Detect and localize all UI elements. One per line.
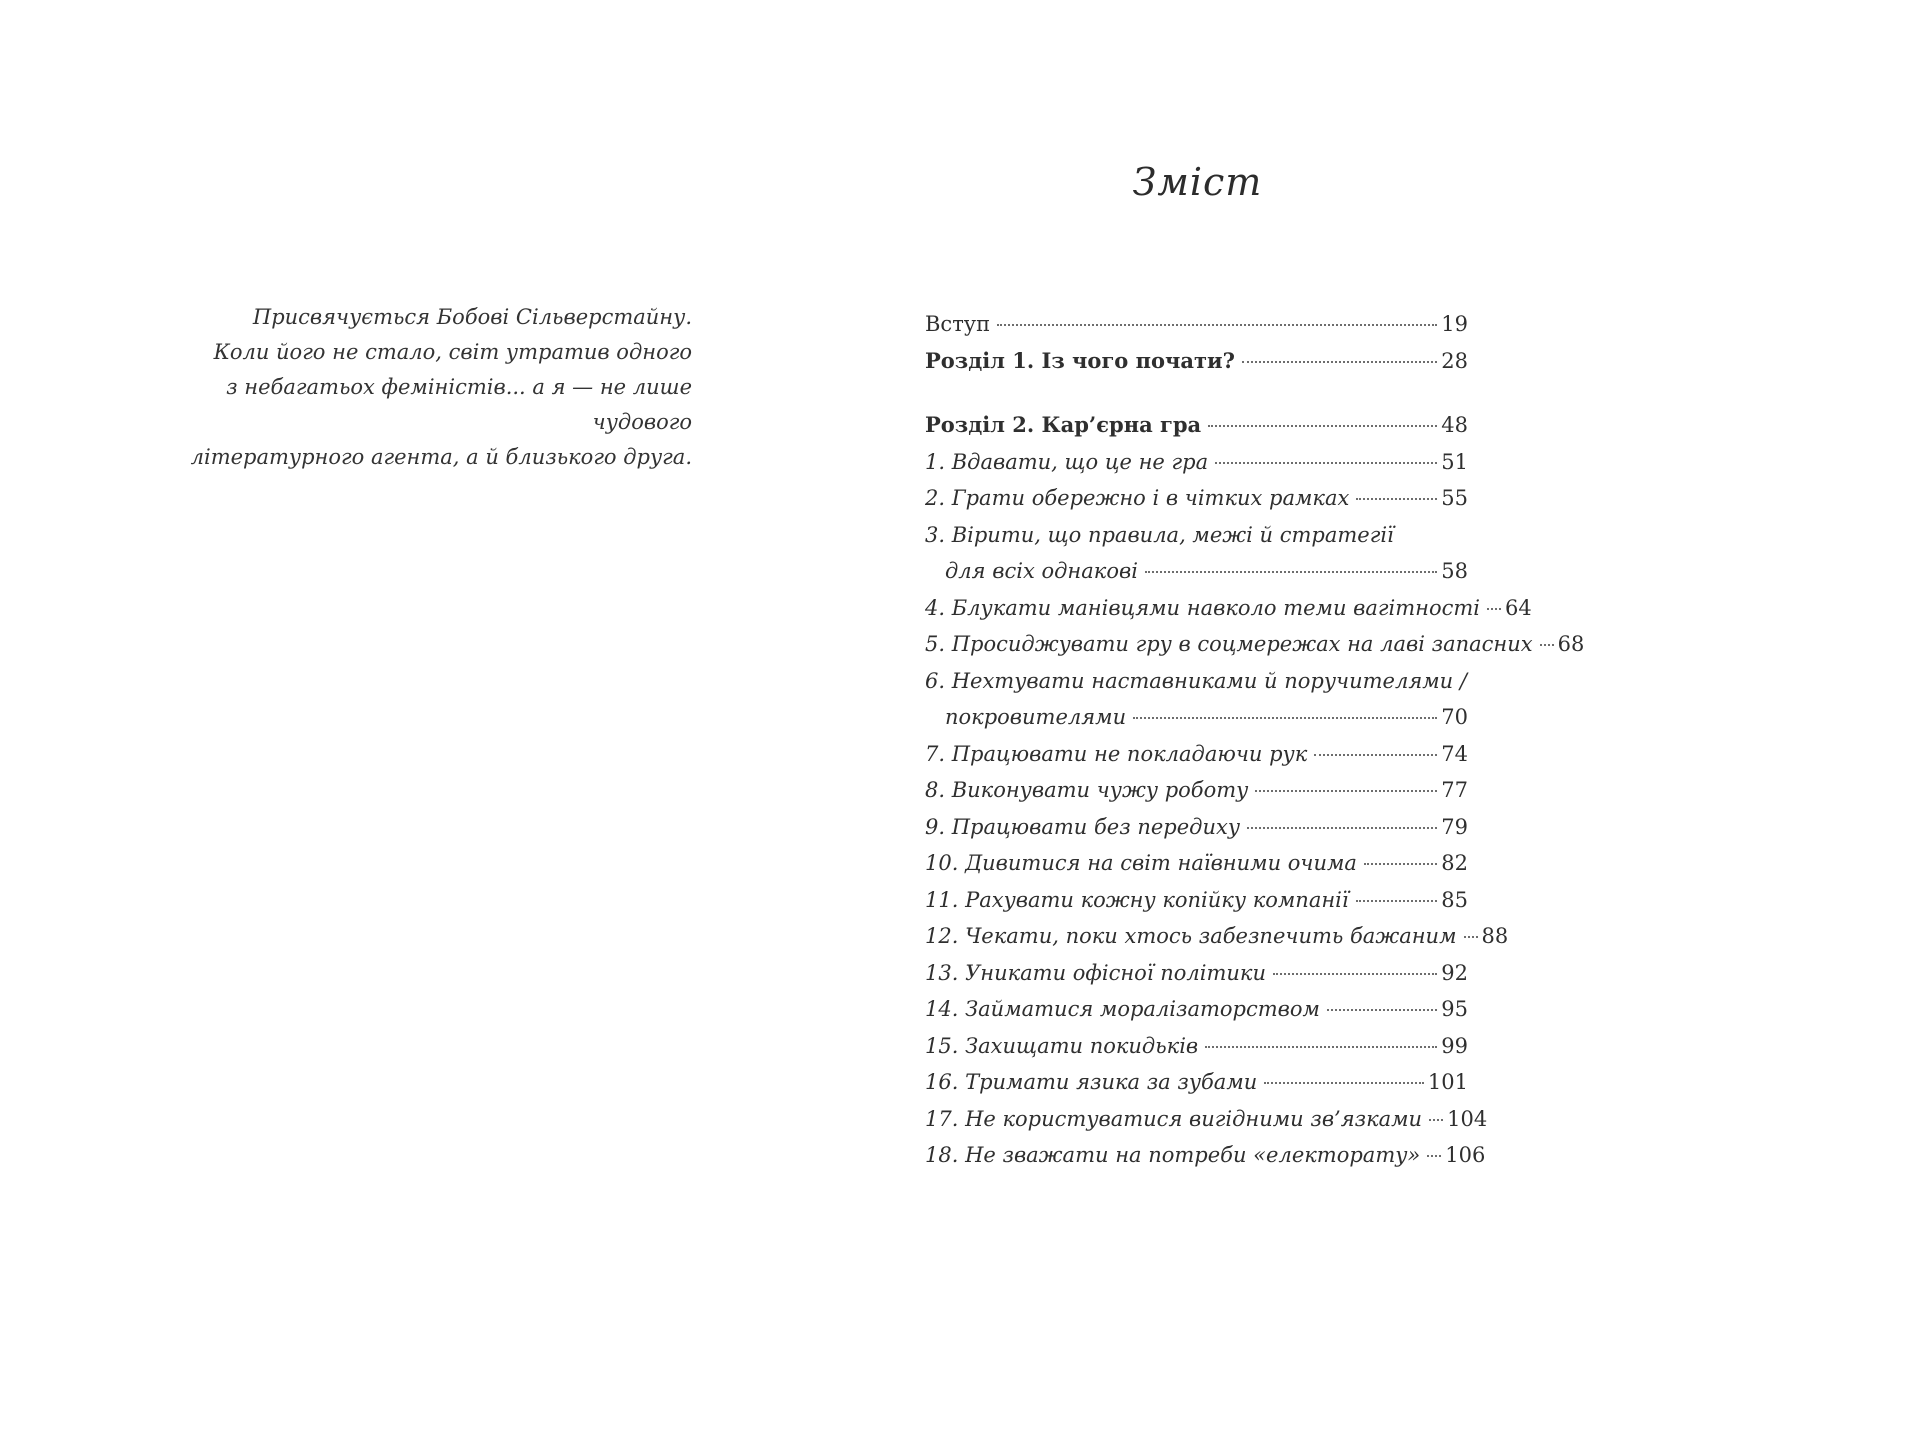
toc-entry [925,845,1468,882]
toc-page-number: 79 [1441,814,1468,839]
toc-leader-dots [1133,717,1437,719]
toc-entry-label: 10. Дивитися на світ наївними очима [925,851,1357,875]
toc-page-number: 88 [1481,924,1509,948]
toc-page-number: 99 [1441,1033,1468,1058]
toc-leader-dots [1208,425,1437,427]
toc-entry-label: 14. Займатися моралізаторством [925,997,1320,1021]
toc-entry [925,1101,1488,1138]
toc-leader-dots [1205,1046,1437,1048]
toc-leader-dots [1429,1119,1443,1121]
toc-entry [925,991,1468,1028]
toc-entry [925,590,1532,627]
toc-entry-label: 15. Захищати покидьків [925,1033,1199,1058]
toc-entry-label: 13. Уникати офісної політики [925,960,1266,985]
toc-page-number: 48 [1441,413,1468,437]
toc-page-number: 64 [1505,595,1532,620]
toc-page-number: 92 [1441,960,1468,985]
toc-entry-label: 18. Не зважати на потреби «електорату» [925,1143,1421,1167]
toc-leader-dots [1247,827,1437,829]
toc-entry-label: 9. Працювати без передиху [925,814,1241,839]
toc-entry [925,407,1468,444]
toc-leader-dots [1427,1155,1441,1157]
dedication-line: з небагатьох феміністів... а я — не лише чудового [226,375,692,434]
toc-entry-label: 16. Тримати язика за зубами [925,1070,1258,1094]
toc-entry-label: 11. Рахувати кожну копійку компанії [925,887,1349,912]
toc-page-number: 51 [1441,449,1468,474]
toc-page-number: 106 [1445,1143,1486,1167]
toc-page-number: 19 [1441,312,1468,336]
toc-entry-label: 4. Блукати манівцями навколо теми вагітності [925,595,1480,620]
toc-entry [925,1028,1468,1065]
toc-entry-label: 5. Просиджувати гру в соцмережах на лаві запасних [925,632,1533,656]
toc-leader-dots [1242,361,1437,363]
toc-entry [925,663,1468,700]
toc-leader-dots [1145,571,1437,573]
toc-entry-label: Розділ 1. Із чого почати? [925,347,1235,373]
toc-entry [925,809,1468,846]
toc-entry-label: 2. Грати обережно і в чітких рамках [925,486,1350,510]
toc-entry [925,699,1468,736]
toc-leader-dots [1314,754,1437,756]
toc-entry [925,882,1468,919]
toc-entry [925,444,1468,481]
toc-page-number: 85 [1441,887,1468,912]
toc-page-number: 104 [1447,1106,1488,1131]
toc-entry-label: 6. Нехтувати наставниками й поручителями / [925,668,1467,693]
toc-page-number: 82 [1441,851,1468,875]
dedication-line: Присвячується Бобові Сільверстайну. [252,305,692,329]
toc-page-number: 77 [1441,778,1468,802]
toc-entry-label: 3. Вірити, що правила, межі й стратегії [925,522,1394,547]
toc-leader-dots [997,324,1437,326]
toc-page-number: 74 [1441,741,1468,766]
toc-entry [925,736,1468,773]
toc-leader-dots [1215,462,1437,464]
toc-spacer [925,379,1468,407]
toc-entry [925,626,1585,663]
toc-entry-label: 17. Не користуватися вигідними зв’язками [925,1106,1423,1131]
toc-page-number: 101 [1427,1070,1468,1094]
toc-entry [925,306,1468,343]
toc-page-number: 68 [1557,632,1585,656]
toc-entry-label: 12. Чекати, поки хтось забезпечить бажаним [925,924,1457,948]
toc-entry [925,772,1468,809]
toc-page-number: 70 [1441,705,1468,729]
toc-entry-label: Вступ [925,312,991,336]
toc-leader-dots [1356,498,1437,500]
toc-entry-label: 8. Виконувати чужу роботу [925,778,1249,802]
toc-entry [925,1064,1468,1101]
toc-title: Зміст [1132,160,1263,204]
toc-entry-label: 1. Вдавати, що це не гра [925,449,1209,474]
toc-entry-label: для всіх однакові [945,559,1138,583]
dedication [180,300,692,475]
toc-entry [925,553,1468,590]
toc-page-number: 28 [1441,348,1468,373]
dedication-line: Коли його не стало, світ утратив одного [213,340,692,364]
toc-leader-dots [1273,973,1437,975]
toc-leader-dots [1364,863,1437,865]
toc-leader-dots [1356,900,1438,902]
toc-entry-label: Розділ 2. Кар’єрна гра [925,412,1202,437]
toc-entry [925,918,1509,955]
toc-leader-dots [1255,790,1437,792]
toc-entry [925,480,1468,517]
toc-entry [925,343,1468,380]
toc-leader-dots [1327,1009,1437,1011]
toc-entry-label: 7. Працювати не покладаючи рук [925,741,1308,766]
dedication-line: літературного агента, а й близького друга. [190,445,692,469]
toc-leader-dots [1464,936,1478,938]
toc-leader-dots [1487,608,1501,610]
toc-entry [925,1137,1486,1174]
toc-leader-dots [1540,644,1554,646]
toc-page-number: 55 [1441,486,1468,510]
toc-entry-label: покровителями [945,705,1127,729]
toc-entry [925,517,1468,554]
toc-page-number: 95 [1441,997,1468,1021]
toc-list [925,306,1585,1174]
toc-page-number: 58 [1441,559,1468,583]
toc-entry [925,955,1468,992]
toc-leader-dots [1264,1082,1424,1084]
